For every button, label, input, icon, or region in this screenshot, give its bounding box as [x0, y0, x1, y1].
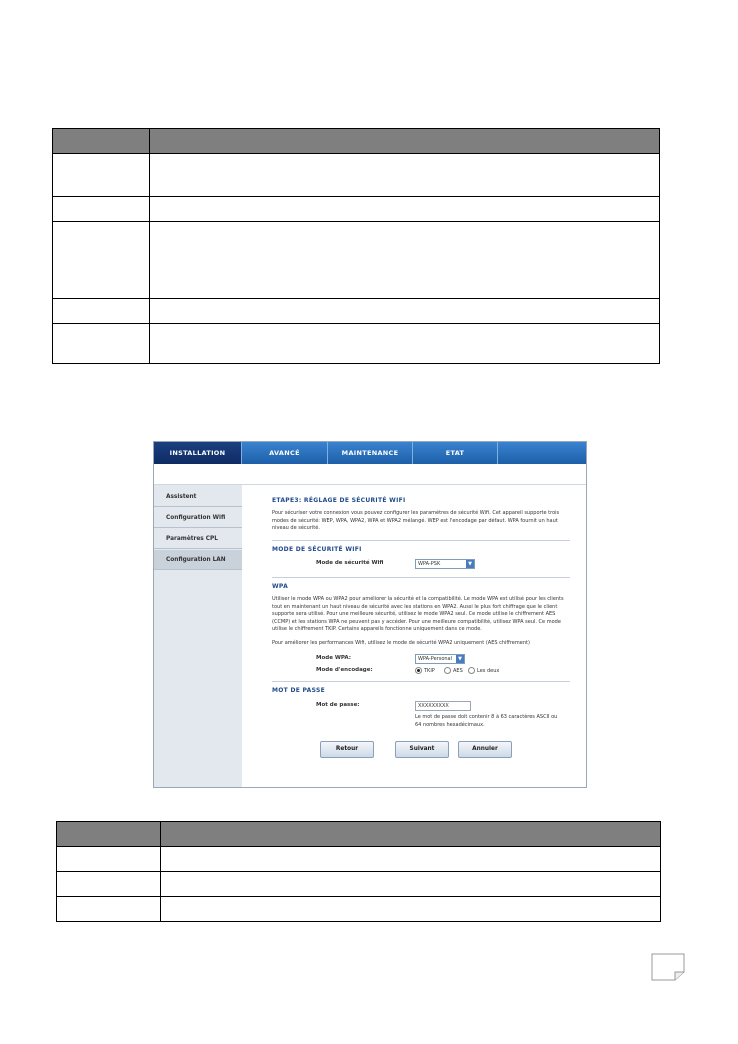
- sub-bar: [154, 464, 586, 485]
- security-mode-label: Mode de sécurité Wifi: [316, 560, 384, 566]
- table-row: [53, 222, 660, 299]
- wpa-mode-value: WPA-Personal: [418, 656, 453, 662]
- chevron-down-icon: ▼: [466, 560, 474, 568]
- security-heading: MODE DE SÉCURITÉ WIFI: [272, 546, 362, 553]
- table-top: [52, 128, 660, 364]
- radio-both[interactable]: [468, 667, 499, 674]
- back-button[interactable]: Retour: [320, 741, 374, 758]
- next-button[interactable]: Suivant: [395, 741, 449, 758]
- table-header-row: [57, 822, 661, 847]
- divider: [272, 681, 570, 682]
- table-header-row: [53, 129, 660, 154]
- password-heading: MOT DE PASSE: [272, 687, 325, 694]
- table-row: [57, 847, 661, 872]
- radio-dot-icon: [415, 667, 422, 674]
- table-bottom: [56, 821, 661, 922]
- radio-label: Les deux: [477, 668, 500, 674]
- tab-installation[interactable]: INSTALLATION: [154, 442, 242, 464]
- chevron-down-icon: ▼: [456, 655, 464, 663]
- sidebar-item-lan[interactable]: Configuration LAN: [154, 550, 242, 570]
- tab-avance[interactable]: AVANCÉ: [242, 442, 328, 464]
- wpa-mode-label: Mode WPA:: [316, 655, 351, 661]
- radio-label: AES: [453, 668, 463, 674]
- cancel-button[interactable]: Annuler: [458, 741, 512, 758]
- sidebar: [154, 485, 242, 787]
- table-row: [57, 872, 661, 897]
- sidebar-item-wifi[interactable]: Configuration Wifi: [154, 508, 242, 528]
- router-screenshot: [153, 441, 587, 788]
- radio-label: TKIP: [424, 668, 435, 674]
- top-nav: [154, 442, 586, 464]
- table-row: [53, 154, 660, 197]
- password-input[interactable]: XXXXXXXXX: [415, 701, 471, 711]
- wpa-heading: WPA: [272, 583, 289, 590]
- table-row: [53, 324, 660, 364]
- sidebar-item-assistent[interactable]: Assistent: [154, 487, 242, 507]
- wpa-mode-select[interactable]: [415, 654, 465, 664]
- radio-dot-icon: [468, 667, 475, 674]
- radio-aes[interactable]: [444, 667, 463, 674]
- encoding-mode-label: Mode d'encodage:: [316, 667, 373, 673]
- radio-dot-icon: [444, 667, 451, 674]
- tab-maintenance[interactable]: MAINTENANCE: [328, 442, 413, 464]
- table-row: [53, 197, 660, 222]
- radio-tkip[interactable]: [415, 667, 435, 674]
- tab-etat[interactable]: ETAT: [413, 442, 498, 464]
- wpa-perf-note: Pour améliorer les performances Wifi, utilisez le mode de sécurité WPA2 uniquement (AES chiffrement): [272, 640, 530, 646]
- table-row: [57, 897, 661, 922]
- intro-text: Pour sécuriser votre connexion vous pouvez configurer les paramètres de sécurité Wifi. Cet appareil supporte trois modes de sécurité: WEP, WPA, WPA2, WPA et WPA2 mélangé. WEP est l'encodage par défaut. WPA fournit un haut niveau de sécurité.: [272, 510, 560, 532]
- security-mode-value: WPA-PSK: [418, 561, 441, 567]
- wpa-description: Utiliser le mode WPA ou WPA2 pour améliorer la sécurité et la compatibilité. Le mode WPA est utilisé pour les clients tout en maintenant un haut niveau de sécurité avec les stations en WPA2. Aussi le plus fort chiffrage que le client supporte sera utilisé. Pour une meilleure sécurité, utilisez le mode WPA2 seul. Ce mode utilise le chiffrement AES (CCMP) et les stations WPA ne peuvent pas y accéder. Pour une meilleure compatibilité, utilisez WPA seul. Ce mode utilise le chiffrement TKIP. Certains appareils fonctionne uniquement dans ce mode.: [272, 596, 564, 633]
- page-corner-icon: [651, 953, 685, 981]
- page-title: ETAPE3: RÉGLAGE DE SÉCURITÉ WIFI: [272, 497, 406, 504]
- divider: [272, 540, 570, 541]
- security-mode-select[interactable]: [415, 559, 475, 569]
- password-hint: Le mot de passe doit contenir 8 à 63 caractères ASCII ou 64 nombres hexadécimaux.: [415, 714, 558, 728]
- password-label: Mot de passe:: [316, 702, 360, 708]
- divider: [272, 577, 570, 578]
- sidebar-item-cpl[interactable]: Paramètres CPL: [154, 529, 242, 549]
- table-row: [53, 299, 660, 324]
